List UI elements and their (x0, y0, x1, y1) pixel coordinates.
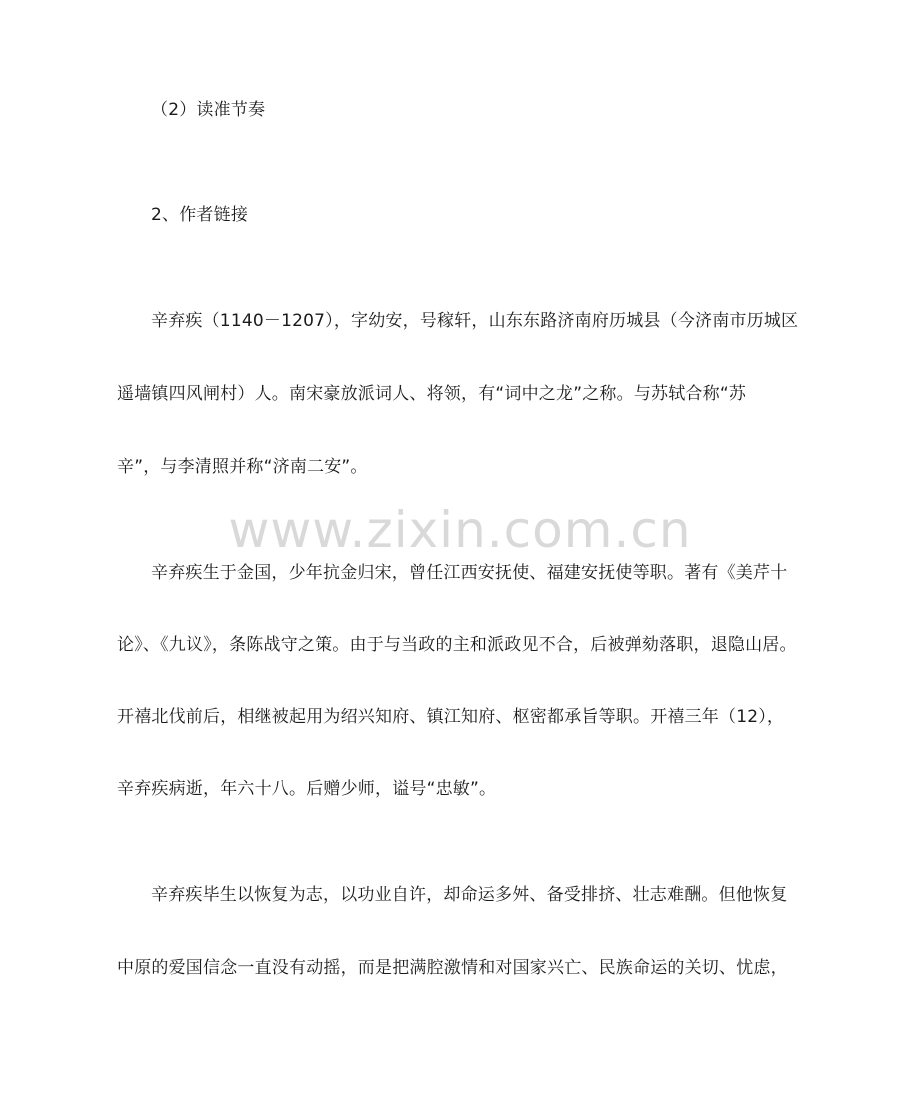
subheading-reading-rhythm: （2）读准节奏 (151, 100, 266, 120)
paragraph-1-line-3: 辛”，与李清照并称“济南二安”。 (117, 457, 368, 477)
paragraph-3-line-2: 中原的爱国信念一直没有动摇，而是把满腔激情和对国家兴亡、民族命运的关切、忧虑， (117, 958, 788, 978)
paragraph-1-line-2: 遥墙镇四风闸村）人。南宋豪放派词人、将领，有“词中之龙”之称。与苏轼合称“苏 (117, 384, 747, 404)
paragraph-1-line-1: 辛弃疾（1140－1207），字幼安，号稼轩，山东东路济南府历城县（今济南市历城区 (151, 311, 799, 331)
paragraph-3-line-1: 辛弃疾毕生以恢复为志，以功业自许，却命运多舛、备受排挤、壮志难酬。但他恢复 (151, 885, 788, 905)
paragraph-2-line-3: 开禧北伐前后，相继被起用为绍兴知府、镇江知府、枢密都承旨等职。开禧三年（12）， (117, 707, 785, 727)
paragraph-2-line-4: 辛弃疾病逝，年六十八。后赠少师，谥号“忠敏”。 (117, 779, 497, 799)
paragraph-2-line-1: 辛弃疾生于金国，少年抗金归宋，曾任江西安抚使、福建安抚使等职。著有《美芹十 (151, 563, 788, 583)
paragraph-2-line-2: 论》、《九议》，条陈战守之策。由于与当政的主和派政见不合，后被弹劾落职，退隐山居。 (117, 635, 797, 655)
section-heading-author: 2、作者链接 (151, 205, 249, 225)
watermark: www.zixin.com.cn (228, 501, 692, 559)
